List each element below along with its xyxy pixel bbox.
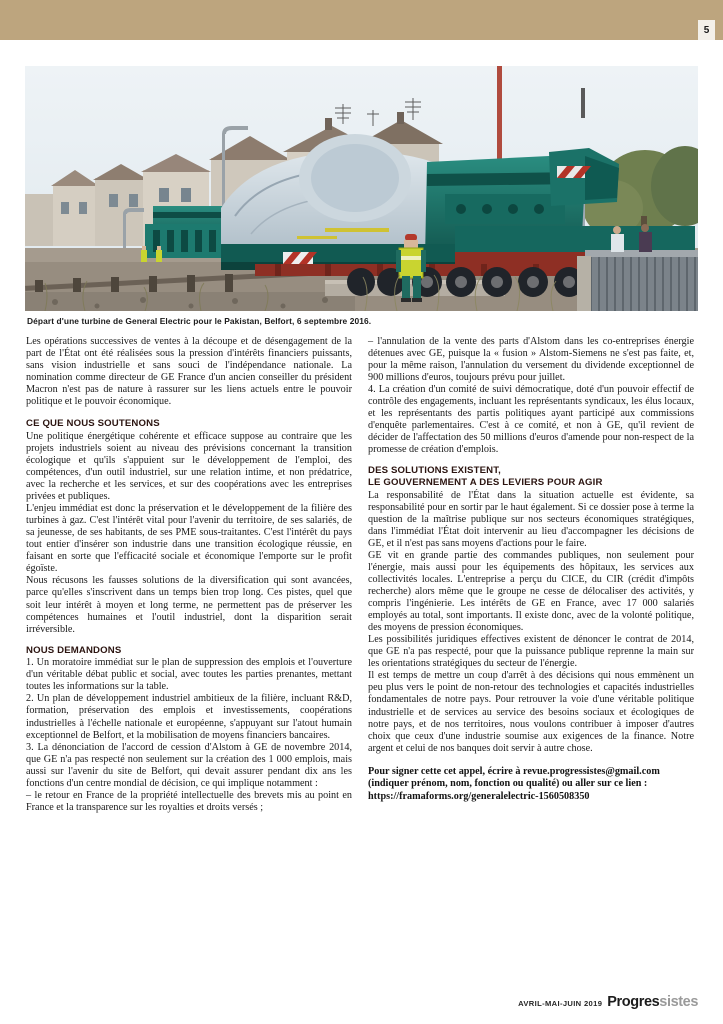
paragraph: Nous récusons les fausses solutions de la diversification qui sont avancées, parce qu'elles s'inscrivent dans un temps bien trop long. Ces pistes, quel que soit leur intérêt à moyen et long terme, ne permettent pas de préserver les compétences humaines et l'outil industriel, dont la disparition serait irréversible. — [26, 575, 352, 635]
section-heading-des-solutions-existent — [368, 465, 694, 488]
section-heading-ce-que-nous-soutenons: CE QUE NOUS SOUTENONS — [26, 418, 160, 430]
signoff-email-line: Pour signer cette cet appel, écrire à revue.progressistes@gmail.com — [368, 765, 660, 777]
page-number: 5 — [698, 20, 715, 40]
paragraph-intro: Les opérations successives de ventes à la découpe et de désengagement de la part de l'État ont été réalisées sous la pression d'intérêts financiers puissants, sans vision industrielle et sans souci de l'indépendance nationale. La nomination comme directeur de GE France d'un ancien conseiller du président Macron n'est pas de nature à rassurer sur les liens actuels entre le pouvoir politique et le pouvoir économique. — [26, 336, 352, 408]
paragraph: GE vit en grande partie des commandes publiques, non seulement pour l'énergie, mais aussi pour les équipements des hôpitaux, les services aux collectivités locales. L'entreprise a perçu du CICE, du CIR (crédit d'impôts recherche) alors même que le groupe ne cesse de délocaliser des activités, y compris l'ingénierie. Les intérêts de GE en France, avec 17 000 salariés employés au total, sont importants. Il existe donc, avec de la volonté politique, des moyens de pression économiques. — [368, 549, 694, 634]
paragraph: Il est temps de mettre un coup d'arrêt à des décisions qui nous emmènent un peu plus vers le point de non-retour des technologies et capacités industrielles fondamentales de notre pays. Pour retrouver la voie d'une véritable politique industrielle et de services au service des besoins sociaux et écologiques de notre pays, et de nos territoires, nous voulons contribuer à imposer d'autres choix que ceux d'une industrie soumise aux exigences de la finance. Notre argent et celui de nos banques doit servir à autre chose. — [368, 670, 694, 754]
logo-part-dark: Progres — [607, 994, 660, 1010]
page-footer — [518, 994, 698, 1010]
top-color-band — [0, 0, 723, 40]
logo-part-light: sistes — [659, 994, 698, 1010]
photo-caption: Départ d'une turbine de General Electric pour le Pakistan, Belfort, 6 septembre 2016. — [27, 316, 372, 326]
demand-item-4: 4. La création d'un comité de suivi démocratique, doté d'un pouvoir effectif de contrôle des engagements, incluant les représentants syndicaux, les élus locaux, et les représentants des partis politiques ayant participé aux commissions d'enquête parlementaires. C'est à ce comité, et non à GE, qu'il revient de décider de l'affectation des 50 millions d'euros d'amende pour non-respect de la promesse de création d'emplois. — [368, 384, 694, 456]
demand-item-3-sub-b: – l'annulation de la vente des parts d'Alstom dans les co-entreprises énergie détenues avec GE, puisque la « fusion » Alstom-Siemens ne s'est pas faite, et, pour la même raison, l'annulation du versement du dividende exceptionnel de 900 millions d'euros, toujours prévu pour juillet. — [368, 336, 694, 384]
footer-issue-date: AVRIL-MAI-JUIN 2019 — [518, 999, 603, 1008]
paragraph: L'enjeu immédiat est donc la préservation et le développement de la filière des turbines à gaz. C'est l'intérêt vital pour l'avenir du territoire, de ses salariés, de sa jeunesse, de ses habitants, de ses PME sous-traitantes. C'est l'intérêt du pays tout entier d'insérer son industrie dans une transition écologique réussie, en faisant en sorte que l'efficacité sociale et économique l'emporte sur le profit égoïste. — [26, 503, 352, 575]
magazine-logo — [607, 994, 698, 1010]
body-column-left — [26, 336, 352, 814]
signoff-url-link[interactable]: https://framaforms.org/generalelectric-1560508350 — [368, 790, 590, 802]
signoff-instruction-line: (indiquer prénom, nom, fonction ou qualité) ou aller sur ce lien : — [368, 778, 648, 790]
photo-illustration — [25, 66, 698, 311]
section-heading-line-1: DES SOLUTIONS EXISTENT, — [368, 465, 501, 477]
paragraph: Les possibilités juridiques effectives existent de dénoncer le contrat de 2014, que GE n'a pas respecté, pour que la puissance publique reprenne la main sur les orientations stratégiques du secteur de l'énergie. — [368, 634, 694, 670]
demand-item-2: 2. Un plan de développement industriel ambitieux de la filière, incluant R&D, formation, préservation des emplois et investissements, coopérations industrielles à l'échelle nationale et européenne, s'appuyant sur l'atout humain exceptionnel de Belfort, et la mobilisation de moyens financiers bancaires. — [26, 693, 352, 741]
turbine-transport-photo — [25, 66, 698, 311]
paragraph: La responsabilité de l'État dans la situation actuelle est évidente, sa responsabilité pour en sortir par le haut également. Si ce dossier pose à terme la question de la maîtrise publique sur nos secteurs économiques stratégiques, dans l'immédiat l'État doit intervenir au lieu d'accompagner les décisions de GE, et il n'est pas sans moyens d'actions pour le faire. — [368, 489, 694, 549]
section-heading-line-2: LE GOUVERNEMENT A DES LEVIERS POUR AGIR — [368, 477, 603, 489]
signoff-block — [368, 766, 694, 803]
section-heading-nous-demandons: NOUS DEMANDONS — [26, 644, 122, 656]
demand-item-3-sub-a: – le retour en France de la propriété intellectuelle des brevets mis au point en France et la transparence sur les royalties et droits versés ; — [26, 789, 352, 813]
paragraph: Une politique énergétique cohérente et efficace suppose au contraire que les projets industriels soient au niveau des prévisions concernant la transition écologique et qu'ils s'appuient sur le développement de l'emploi, des compétences, d'un outil industriel, sur une relation intime, et non prédatrice, avec la recherche et les services, et sur des coopérations avec les entreprises privées et publiques. — [26, 430, 352, 503]
body-column-right — [368, 336, 694, 803]
demand-item-3: 3. La dénonciation de l'accord de cession d'Alstom à GE de novembre 2014, que GE n'a pas respecté non seulement sur la création des 1 000 emplois, mais aussi sur l'avenir du site de Belfort, qui devait assurer pendant dix ans les fonctions d'un centre mondial de décision, ce qui implique notamment : — [26, 741, 352, 789]
demand-item-1: 1. Un moratoire immédiat sur le plan de suppression des emplois et l'ouverture d'un véritable débat public et social, avec toutes les parties prenantes, mettant toutes les informations sur la table. — [26, 657, 352, 693]
